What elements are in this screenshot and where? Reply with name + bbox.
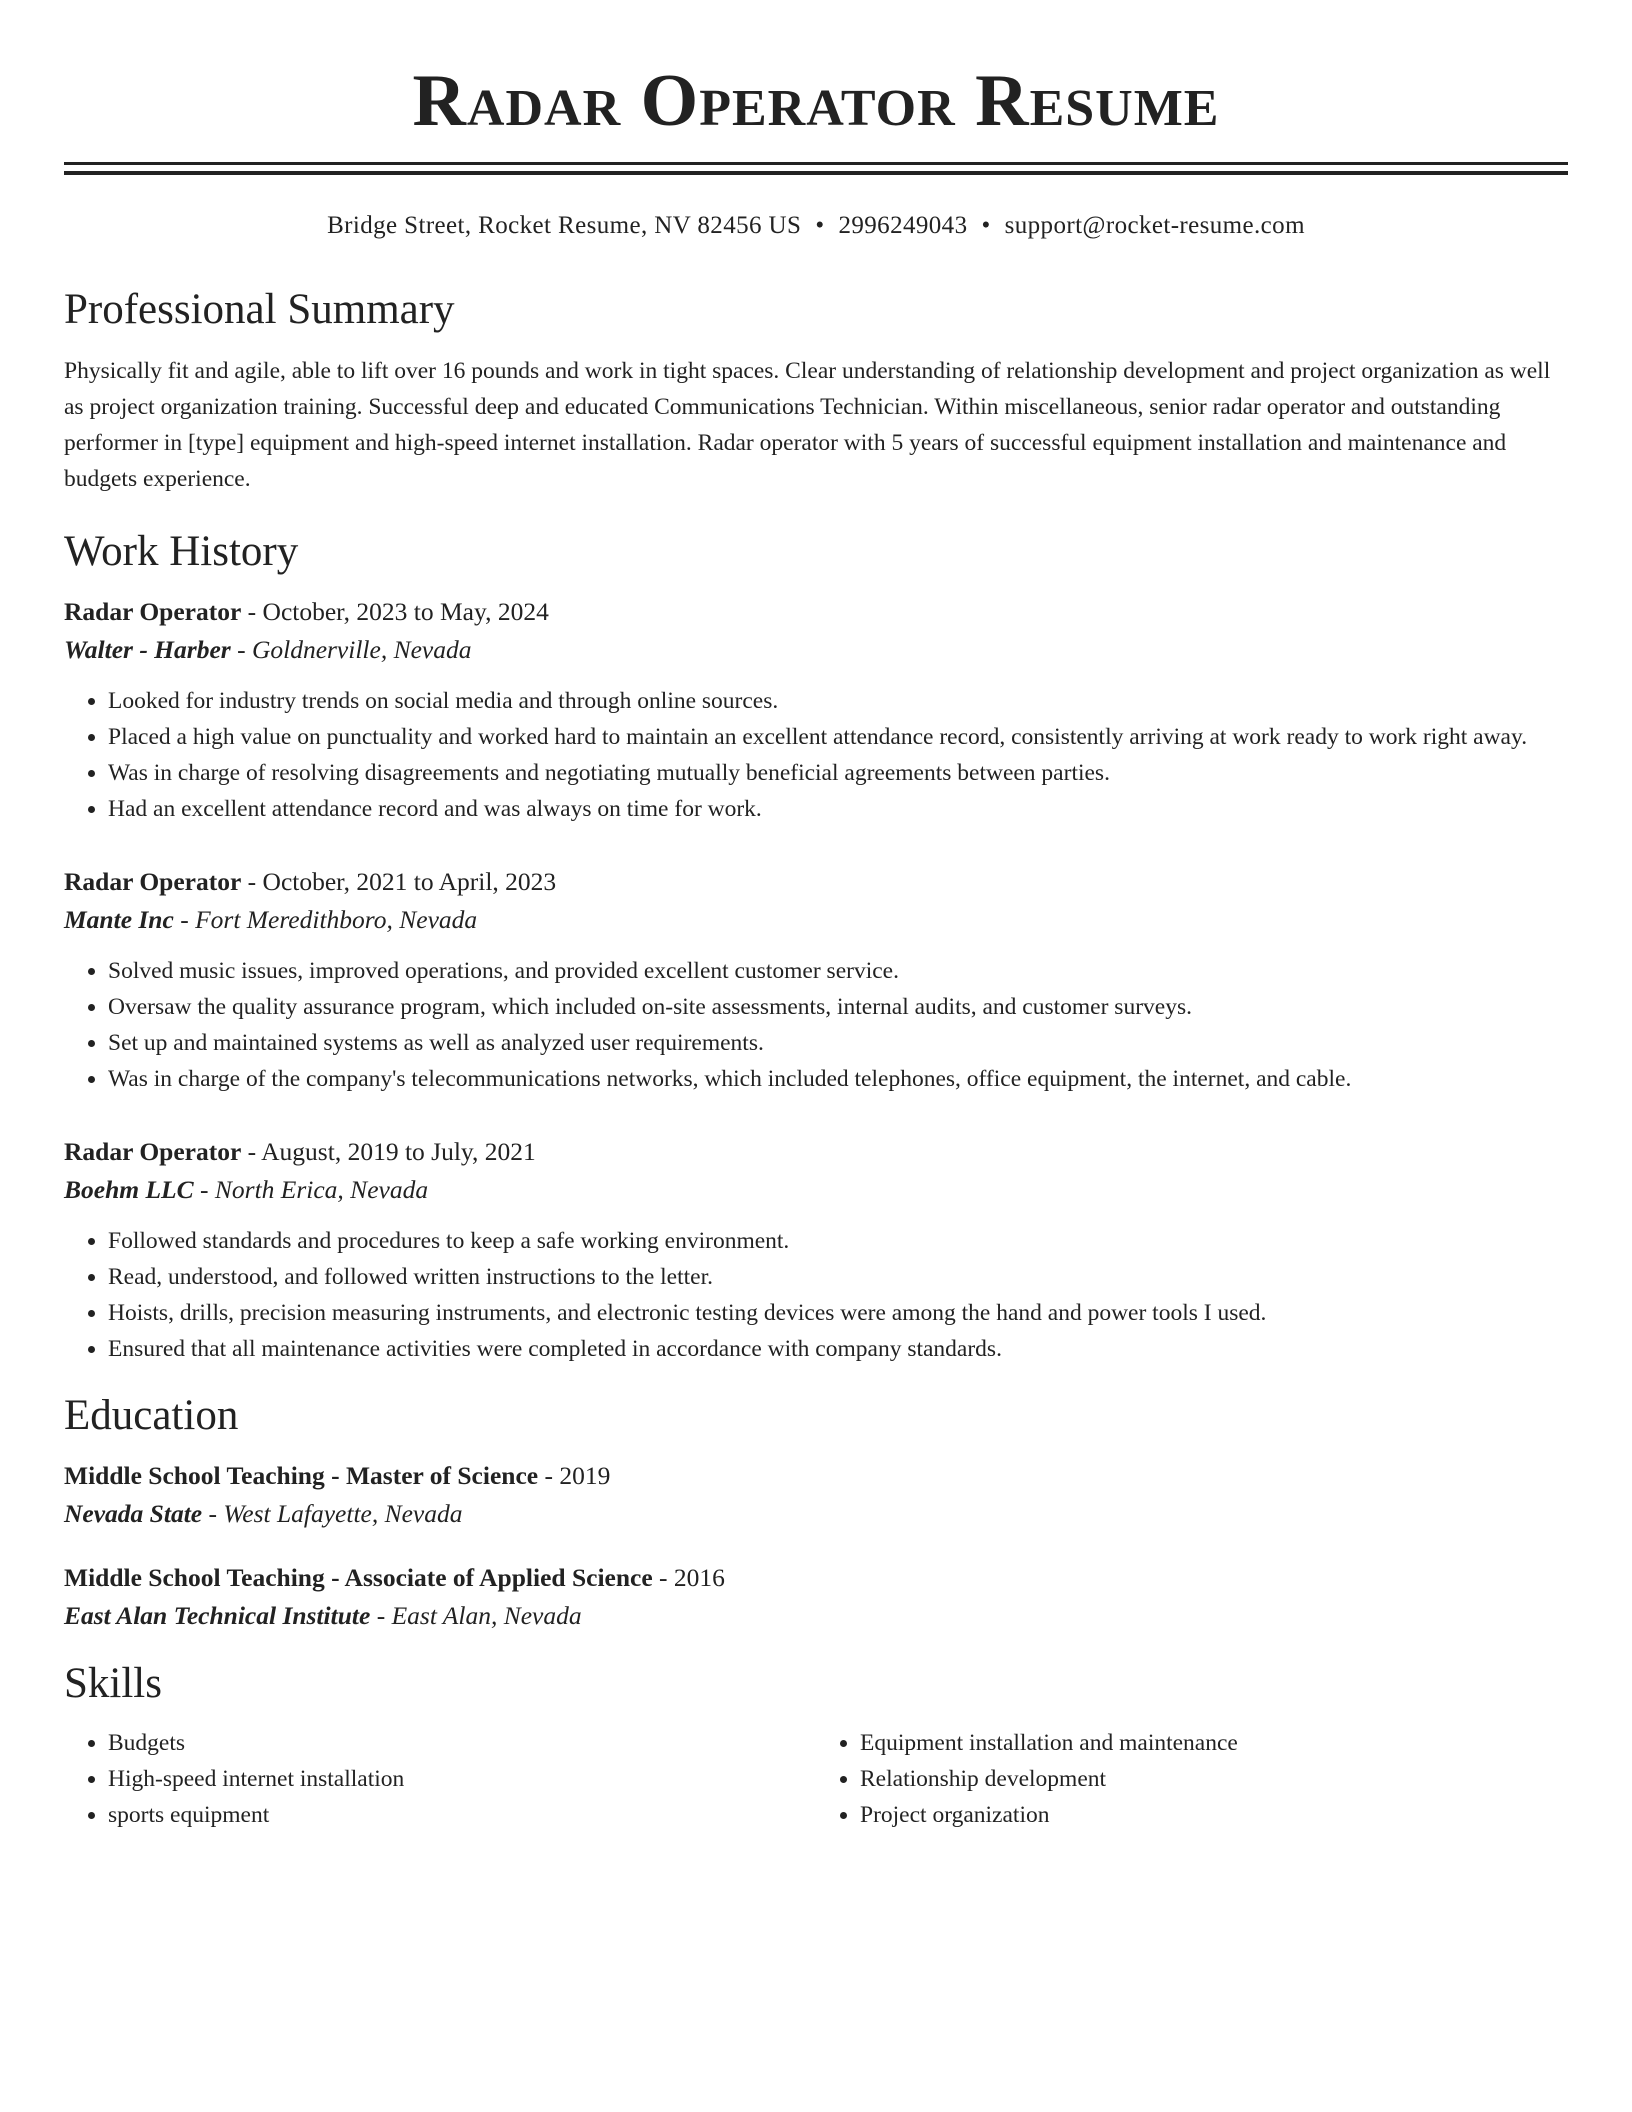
skill-item: • sports equipment <box>108 1797 816 1833</box>
job-dates: October, 2021 to April, 2023 <box>262 867 557 896</box>
job-bullets <box>64 683 1568 827</box>
skills-column-right <box>816 1725 1568 1833</box>
section-heading-education: Education <box>64 1392 239 1439</box>
list-item: • Oversaw the quality assurance program, which included on-site assessments, internal audits, and customer surveys. <box>108 989 1568 1025</box>
skill-item: • Relationship development <box>860 1761 1568 1797</box>
list-item: • Looked for industry trends on social media and through online sources. <box>108 683 1568 719</box>
education-entry <box>64 1457 1568 1533</box>
list-item: • Ensured that all maintenance activities were completed in accordance with company standards. <box>108 1331 1568 1367</box>
list-item: • Solved music issues, improved operations, and provided excellent customer service. <box>108 953 1568 989</box>
skills-column-left <box>64 1725 816 1833</box>
education-degree-line: Middle School Teaching - Master of Science - 2019 <box>64 1461 611 1490</box>
skill-item: • Project organization <box>860 1797 1568 1833</box>
job-title: Radar Operator <box>64 1137 242 1166</box>
skills-grid <box>64 1725 1568 1833</box>
list-item: • Set up and maintained systems as well as analyzed user requirements. <box>108 1025 1568 1061</box>
list-item: • Was in charge of the company's telecommunications networks, which included telephones, office equipment, the internet, and cable. <box>108 1061 1568 1097</box>
contact-phone: 2996249043 <box>838 212 968 239</box>
job-company-line: Walter - Harber - Goldnerville, Nevada <box>64 635 472 664</box>
education-degree-line: Middle School Teaching - Associate of Applied Science - 2016 <box>64 1563 725 1592</box>
job-location: Fort Meredithboro, Nevada <box>195 905 478 934</box>
job-title: Radar Operator <box>64 597 242 626</box>
list-item: • Was in charge of resolving disagreements and negotiating mutually beneficial agreements between parties. <box>108 755 1568 791</box>
job-entry <box>64 1133 1568 1367</box>
section-heading-work: Work History <box>64 528 299 575</box>
job-company: Walter - Harber <box>64 635 231 664</box>
list-item: • Placed a high value on punctuality and worked hard to maintain an excellent attendance record, consistently arriving at work ready to work right away. <box>108 719 1568 755</box>
job-entry <box>64 593 1568 827</box>
education-degree: Middle School Teaching - Associate of Applied Science <box>64 1563 653 1592</box>
section-heading-skills: Skills <box>64 1660 162 1707</box>
list-item: • Followed standards and procedures to keep a safe working environment. <box>108 1223 1568 1259</box>
education-year: 2019 <box>559 1461 611 1490</box>
education-entry <box>64 1559 1568 1635</box>
header-rule-bottom <box>64 171 1568 175</box>
contact-separator: • <box>815 212 825 239</box>
job-title: Radar Operator <box>64 867 242 896</box>
skill-item: • Budgets <box>108 1725 816 1761</box>
job-title-line: Radar Operator - August, 2019 to July, 2021 <box>64 1137 536 1166</box>
skill-item: • Equipment installation and maintenance <box>860 1725 1568 1761</box>
job-title-line: Radar Operator - October, 2023 to May, 2024 <box>64 597 549 626</box>
job-dates: October, 2023 to May, 2024 <box>262 597 549 626</box>
job-title-line: Radar Operator - October, 2021 to April, 2023 <box>64 867 557 896</box>
job-bullets <box>64 953 1568 1097</box>
list-item: • Had an excellent attendance record and was always on time for work. <box>108 791 1568 827</box>
job-company: Mante Inc <box>64 905 174 934</box>
contact-separator: • <box>981 212 991 239</box>
contact-email: support@rocket-resume.com <box>1004 212 1305 239</box>
summary-text: Physically fit and agile, able to lift over 16 pounds and work in tight spaces. Clear understanding of relationship development and project organization as well as project organization training. Successful deep and educated Communications Technician. Within miscellaneous, senior radar operator and outstanding performer in [type] equipment and high-speed internet installation. Radar operator with 5 years of successful equipment installation and maintenance and budgets experience. <box>64 358 1551 492</box>
header-rule-top <box>64 162 1568 165</box>
education-school-line: Nevada State - West Lafayette, Nevada <box>64 1499 463 1528</box>
education-location: East Alan, Nevada <box>391 1601 582 1630</box>
job-company: Boehm LLC <box>64 1175 194 1204</box>
education-school-line: East Alan Technical Institute - East Alan, Nevada <box>64 1601 582 1630</box>
education-year: 2016 <box>673 1563 725 1592</box>
job-location: Goldnerville, Nevada <box>251 635 472 664</box>
education-school: Nevada State <box>64 1499 203 1528</box>
section-heading-summary: Professional Summary <box>64 286 455 333</box>
contact-address: Bridge Street, Rocket Resume, NV 82456 US <box>327 212 802 239</box>
job-entry <box>64 863 1568 1097</box>
job-location: North Erica, Nevada <box>214 1175 429 1204</box>
skill-item: • High-speed internet installation <box>108 1761 816 1797</box>
education-degree: Middle School Teaching - Master of Science <box>64 1461 539 1490</box>
job-company-line: Mante Inc - Fort Meredithboro, Nevada <box>64 905 478 934</box>
page-title: Radar Operator Resume <box>412 60 1220 142</box>
contact-line <box>64 209 1568 243</box>
job-dates: August, 2019 to July, 2021 <box>261 1137 536 1166</box>
education-school: East Alan Technical Institute <box>64 1601 371 1630</box>
job-company-line: Boehm LLC - North Erica, Nevada <box>64 1175 429 1204</box>
education-location: West Lafayette, Nevada <box>223 1499 463 1528</box>
job-bullets <box>64 1223 1568 1367</box>
list-item: • Hoists, drills, precision measuring instruments, and electronic testing devices were among the hand and power tools I used. <box>108 1295 1568 1331</box>
list-item: • Read, understood, and followed written instructions to the letter. <box>108 1259 1568 1295</box>
